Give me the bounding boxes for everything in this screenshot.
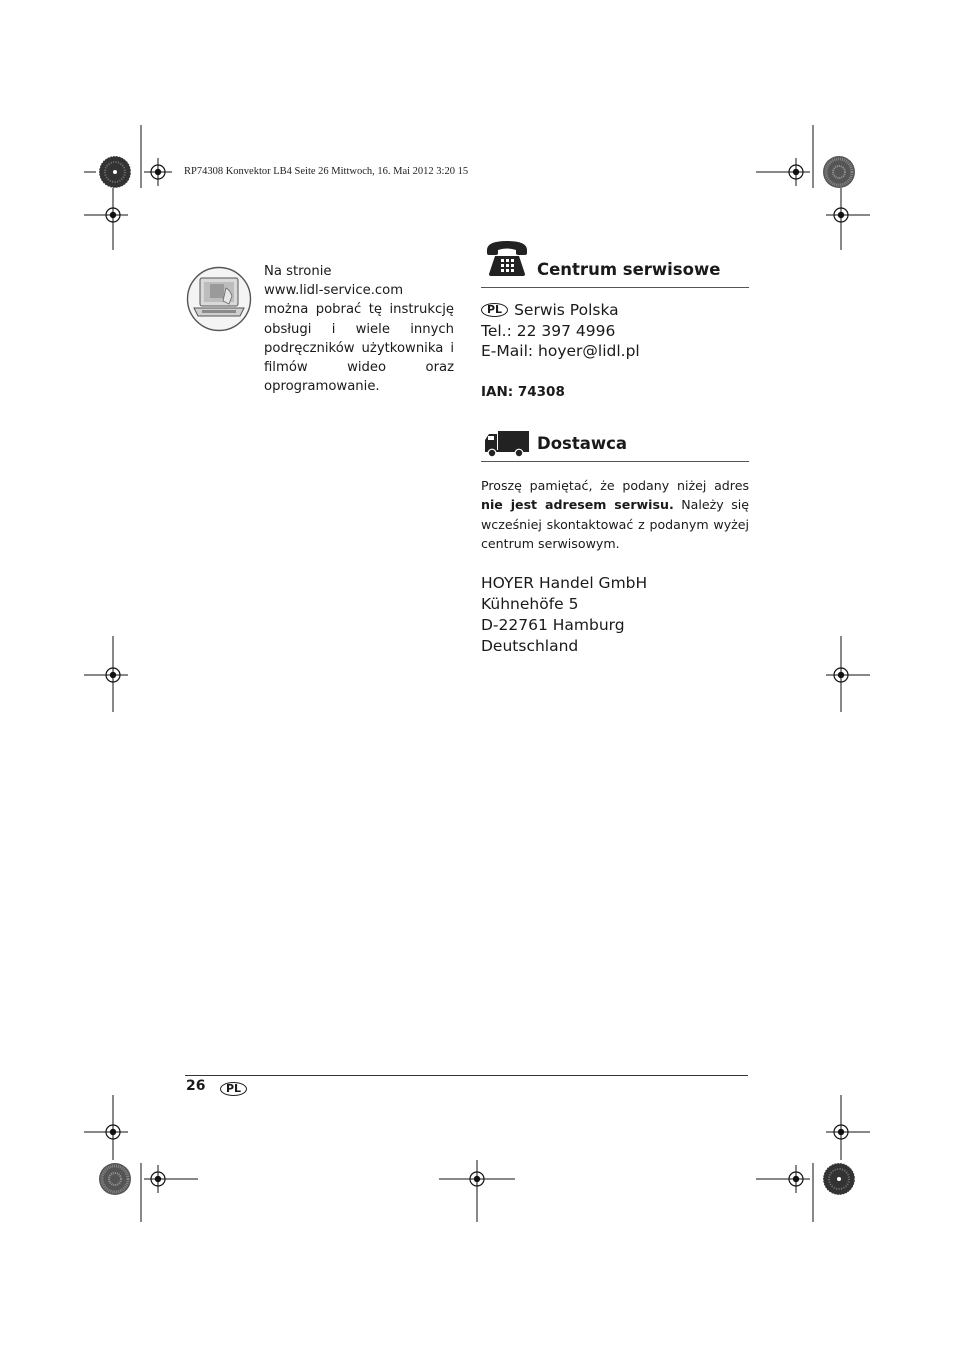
address-line: Deutschland <box>481 637 579 655</box>
intro-line: filmów wideo oraz <box>264 360 454 376</box>
intro-line: oprogramowanie. <box>264 379 380 395</box>
intro-url: www.lidl-service.com <box>264 283 404 299</box>
supplier-note <box>481 476 749 554</box>
note-line: centrum serwisowym. <box>481 536 620 552</box>
supplier-heading: Dostawca <box>537 434 628 453</box>
intro-line: można pobrać tę instrukcję <box>264 302 454 318</box>
page-number: 26 <box>186 1078 206 1094</box>
ian-number: IAN: 74308 <box>481 384 565 400</box>
country-badge: PL <box>481 303 508 317</box>
intro-line: Na stronie <box>264 264 332 279</box>
country-badge: PL <box>220 1082 247 1096</box>
footer-country-badge <box>220 1079 253 1098</box>
note-bold: nie jest adresem serwisu. <box>481 497 674 513</box>
service-phone: Tel.: 22 397 4996 <box>481 321 616 340</box>
address-line: Kühnehöfe 5 <box>481 595 579 613</box>
supplier-address <box>481 573 647 657</box>
address-line: D-22761 Hamburg <box>481 616 625 634</box>
note-line: wcześniej skontaktować z podanym wyżej <box>481 516 749 532</box>
service-divider <box>481 287 749 288</box>
intro-text <box>264 262 454 396</box>
note-line: Proszę pamiętać, że podany niżej adres <box>481 478 749 493</box>
supplier-divider <box>481 461 749 462</box>
note-line <box>481 495 749 514</box>
service-email: E-Mail: hoyer@lidl.pl <box>481 342 640 360</box>
truck-icon <box>484 430 530 458</box>
service-contact <box>481 300 640 362</box>
print-header: RP74308 Konvektor LB4 Seite 26 Mittwoch, 16. Mai 2012 3:20 15 <box>184 166 469 177</box>
footer-divider <box>185 1075 748 1076</box>
service-name: Serwis Polska <box>514 301 619 319</box>
telephone-icon <box>484 238 530 278</box>
laptop-lidl-service-icon <box>186 266 252 332</box>
note-rest: Należy się <box>673 497 749 513</box>
intro-line: obsługi i wiele innych <box>264 321 454 337</box>
intro-line: podręczników użytkownika i <box>264 340 454 356</box>
service-heading: Centrum serwisowe <box>537 260 721 279</box>
address-line: HOYER Handel GmbH <box>481 574 648 592</box>
